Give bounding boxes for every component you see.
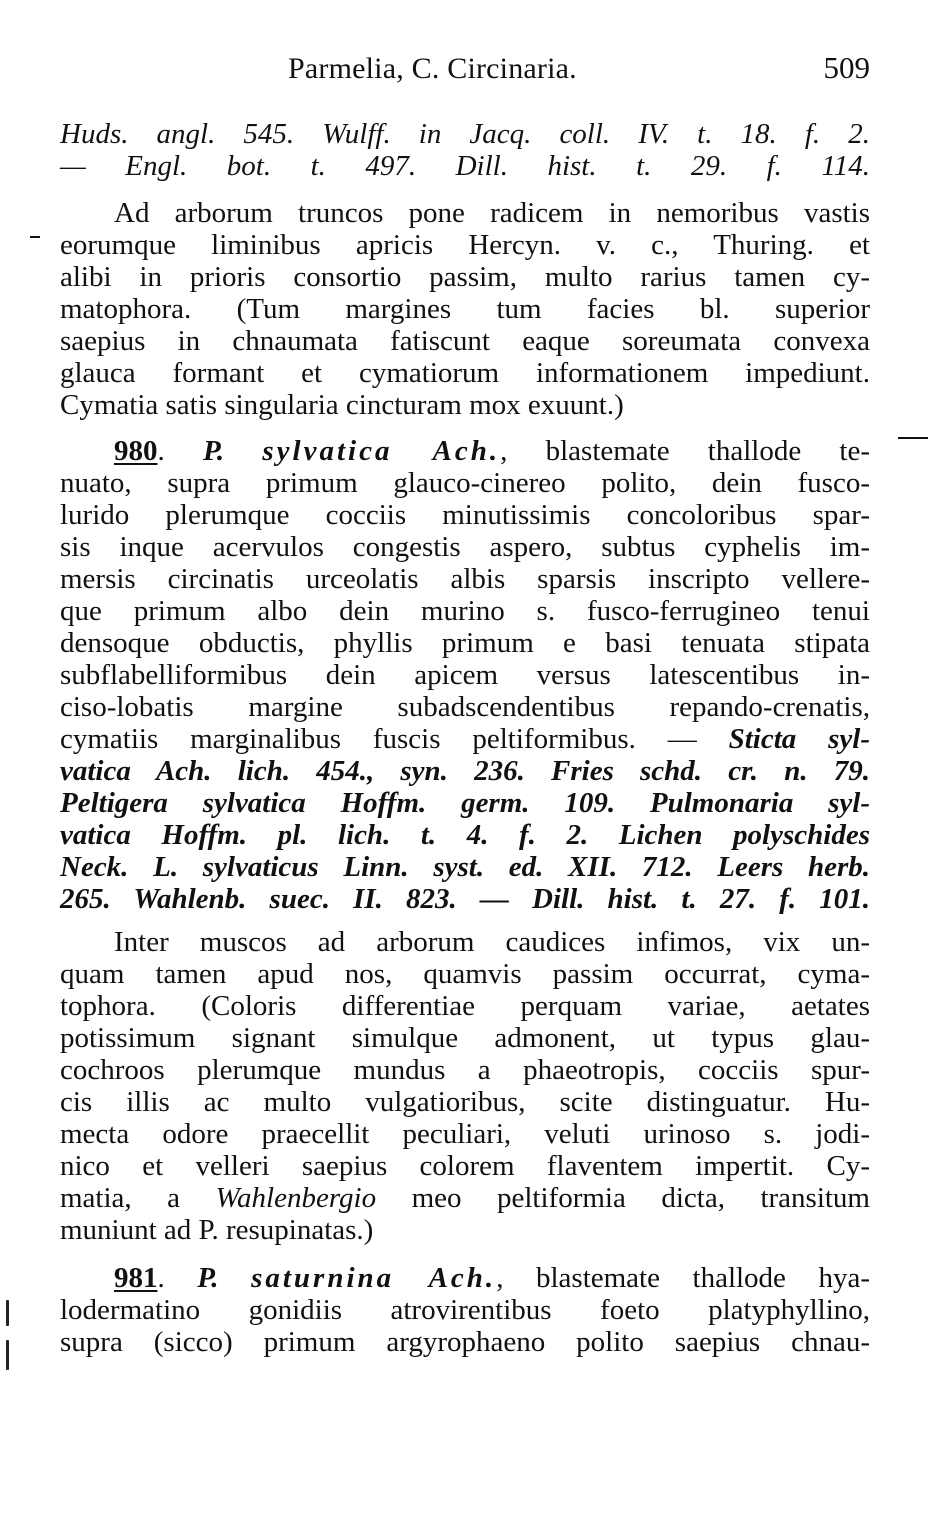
text-line (60, 563, 870, 595)
text-line (60, 958, 870, 990)
page-header (60, 50, 870, 90)
text-span: Neck. L. sylvaticus Linn. syst. ed. XII. 712. Leers herb. (60, 851, 870, 883)
text-span: subflabelliformibus dein apicem versus latescentibus in- (60, 659, 870, 691)
text-line (60, 1182, 870, 1214)
page-number: 509 (823, 50, 870, 85)
text-span: cymatiis marginalibus fuscis peltiformibus. — (60, 723, 729, 755)
text-line (60, 819, 870, 851)
text-span: quam tamen apud nos, quamvis passim occurrat, cyma- (60, 958, 870, 990)
text-line (60, 851, 870, 883)
text-span: Wahlenbergio (215, 1182, 377, 1214)
text-span: muniunt ad P. resupinatas.) (60, 1214, 374, 1246)
text-line (60, 691, 870, 723)
text-line (114, 926, 870, 958)
text-line (60, 118, 870, 150)
text-span: P. (202, 435, 263, 467)
text-line (60, 755, 870, 787)
text-span: cis illis ac multo vulgatioribus, scite distinguatur. Hu- (60, 1086, 870, 1118)
text-line (60, 389, 870, 421)
text-span: . (157, 435, 203, 467)
text-line (114, 197, 870, 229)
text-span: alibi in prioris consortio passim, multo rarius tamen cy- (60, 261, 870, 293)
text-line (60, 723, 870, 755)
text-span: lodermatino gonidiis atrovirentibus foeto platyphyllino, (60, 1294, 870, 1326)
text-span: glauca formant et cymatiorum informationem impediunt. (60, 357, 870, 389)
text-line (60, 499, 870, 531)
text-span: nuato, supra primum glauco-cinereo polito, dein fusco- (60, 467, 870, 499)
margin-dash-left (30, 236, 40, 238)
text-span: vatica Ach. lich. 454., syn. 236. Fries schd. cr. n. 79. (60, 755, 870, 787)
text-span: meo peltiformia dicta, transitum (376, 1182, 870, 1214)
edge-speck (6, 1300, 9, 1326)
text-span: P. (197, 1262, 252, 1294)
species-name: sylvatica Ach. (262, 435, 501, 467)
text-span: lurido plerumque cocciis minutissimis concoloribus spar- (60, 499, 870, 531)
text-line (60, 1294, 870, 1326)
text-line (60, 150, 870, 182)
text-span: , blastemate thallode te- (500, 435, 870, 467)
species-name: saturnina Ach. (251, 1262, 497, 1294)
text-span: Inter muscos ad arborum caudices infimos, vix un- (114, 926, 870, 958)
text-line (60, 1150, 870, 1182)
text-span: vatica Hoffm. pl. lich. t. 4. f. 2. Lichen polyschides (60, 819, 870, 851)
text-line (60, 883, 870, 915)
text-span: sis inque acervulos congestis aspero, subtus cyphelis im- (60, 531, 870, 563)
text-span: Huds. angl. 545. Wulff. in Jacq. coll. IV. t. 18. f. 2. (60, 118, 870, 150)
text-span: Ad arborum truncos pone radicem in nemoribus vastis (114, 197, 870, 229)
text-span: mersis circinatis urceolatis albis sparsis inscripto vellere- (60, 563, 870, 595)
text-line (60, 990, 870, 1022)
edge-speck (6, 1340, 9, 1370)
text-span: Peltigera sylvatica Hoffm. germ. 109. Pulmonaria syl- (60, 787, 870, 819)
text-span: Cymatia satis singularia cincturam mox exuunt.) (60, 389, 624, 421)
text-span: Sticta syl- (728, 723, 871, 755)
text-span: . (157, 1262, 198, 1294)
text-line (60, 1022, 870, 1054)
text-line (60, 229, 870, 261)
text-span: mecta odore praecellit peculiari, veluti urinoso s. jodi- (60, 1118, 870, 1150)
text-line (60, 293, 870, 325)
text-line (60, 1054, 870, 1086)
entry-number: 981 (114, 1262, 158, 1294)
text-span: 265. Wahlenb. suec. II. 823. — Dill. hist. t. 27. f. 101. (60, 883, 870, 915)
text-span: potissimum signant simulque admonent, ut typus glau- (60, 1022, 870, 1054)
text-span: matophora. (Tum margines tum facies bl. superior (60, 293, 870, 325)
text-line (60, 659, 870, 691)
text-line (60, 1326, 870, 1358)
text-line (60, 1086, 870, 1118)
text-span: matia, a (60, 1182, 216, 1214)
text-line (60, 1118, 870, 1150)
text-line (60, 1214, 870, 1246)
running-title: Parmelia, C. Circinaria. (288, 52, 577, 85)
text-span: — Engl. bot. t. 497. Dill. hist. t. 29. f. 114. (60, 150, 870, 182)
text-span: , blastemate thallode hya- (496, 1262, 870, 1294)
text-span: nico et velleri saepius colorem flaventem impertit. Cy- (60, 1150, 870, 1182)
text-span: que primum albo dein murino s. fusco-ferrugineo tenui (60, 595, 870, 627)
text-line (114, 1262, 870, 1294)
text-span: eorumque liminibus apricis Hercyn. v. c., Thuring. et (60, 229, 870, 261)
text-span: tophora. (Coloris differentiae perquam variae, aetates (60, 990, 870, 1022)
text-line (60, 467, 870, 499)
text-span: densoque obductis, phyllis primum e basi tenuata stipata (60, 627, 870, 659)
text-line (114, 435, 870, 467)
text-span: ciso-lobatis margine subadscendentibus repando-crenatis, (60, 691, 870, 723)
text-line (60, 627, 870, 659)
text-span: saepius in chnaumata fatiscunt eaque soreumata convexa (60, 325, 870, 357)
text-line (60, 787, 870, 819)
text-line (60, 325, 870, 357)
text-span: supra (sicco) primum argyrophaeno polito saepius chnau- (60, 1326, 870, 1358)
text-line (60, 261, 870, 293)
text-line (60, 357, 870, 389)
text-line (60, 595, 870, 627)
text-span: cochroos plerumque mundus a phaeotropis, cocciis spur- (60, 1054, 870, 1086)
text-line (60, 531, 870, 563)
entry-number: 980 (114, 435, 158, 467)
margin-dash (898, 437, 928, 439)
